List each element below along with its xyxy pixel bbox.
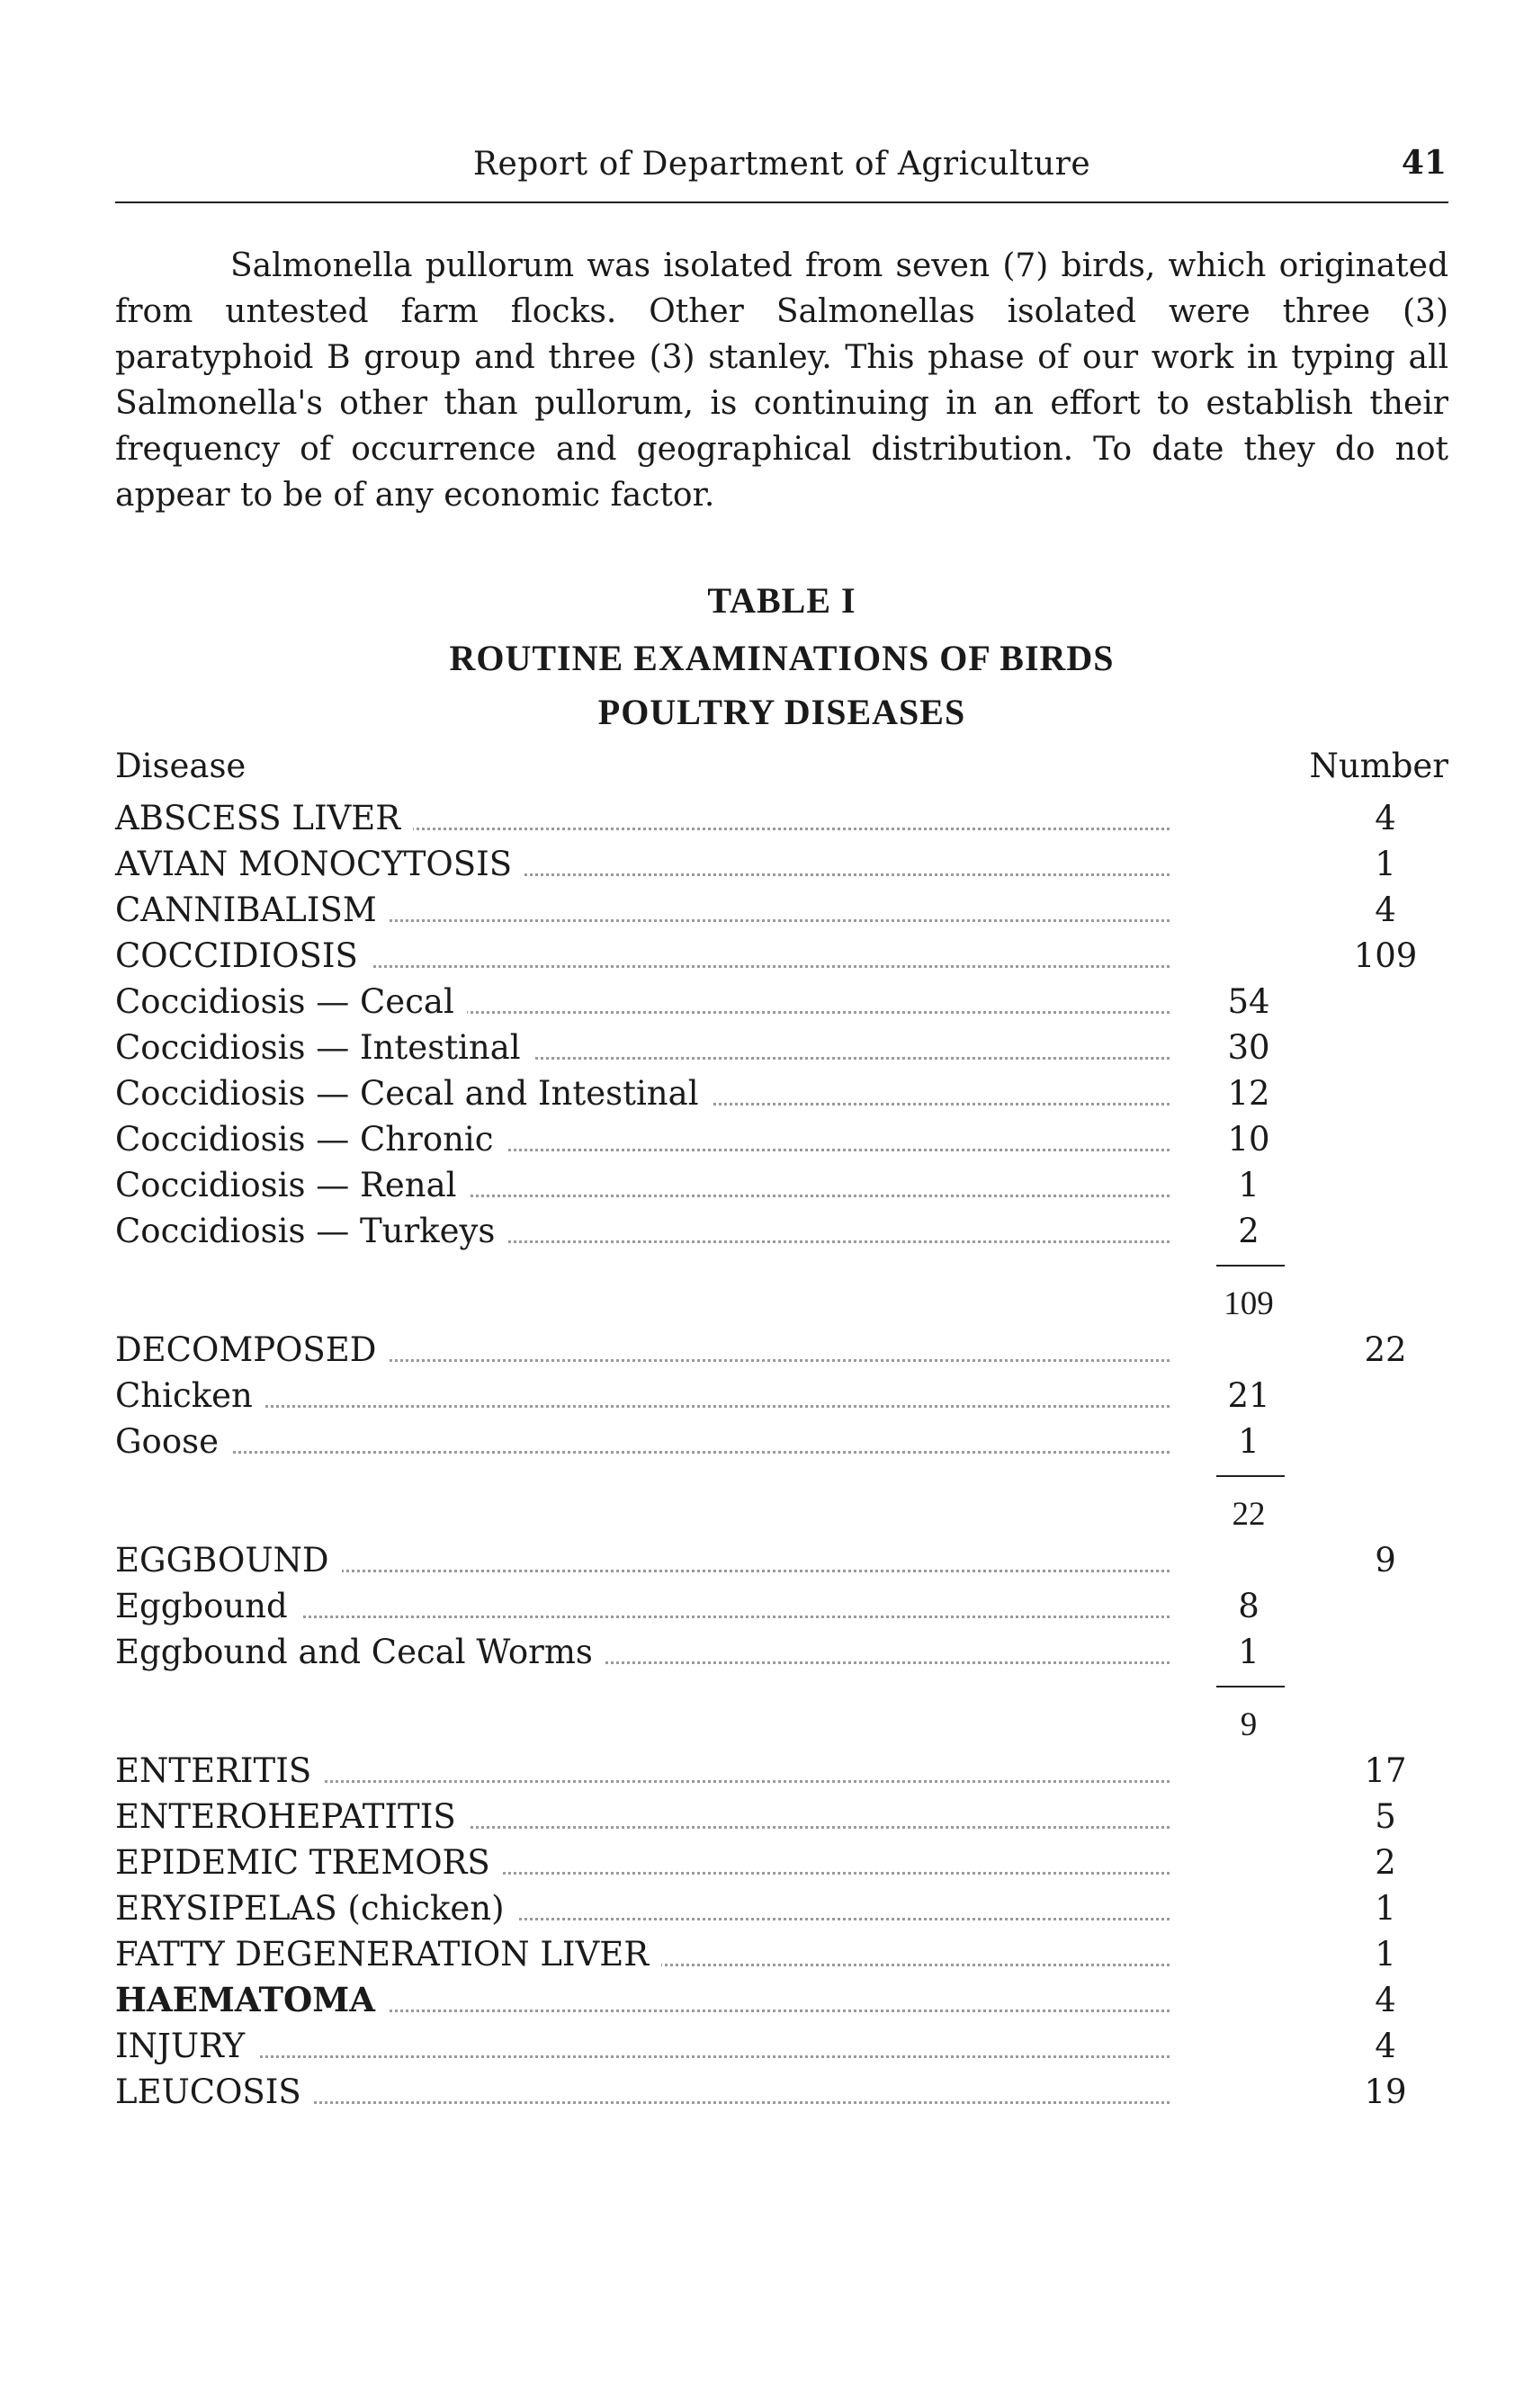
table-title: ROUTINE EXAMINATIONS OF BIRDS	[449, 638, 1115, 678]
table-row	[115, 1327, 1448, 1373]
disease-count: 17	[1364, 1751, 1407, 1790]
column-header-number: Number	[1309, 747, 1448, 785]
table-row	[115, 841, 1448, 887]
table-row	[115, 1208, 1448, 1254]
table-row	[115, 887, 1448, 933]
header-rule	[115, 201, 1448, 203]
disease-name: ERYSIPELAS (chicken)	[115, 1885, 517, 1931]
subtotal-rule	[115, 1675, 1448, 1702]
table-row	[115, 1748, 1448, 1794]
table-row	[115, 1116, 1448, 1162]
page-number: 41	[1401, 144, 1447, 182]
table-row	[115, 795, 1448, 841]
disease-name: COCCIDIOSIS	[115, 933, 371, 979]
sub-count: 21	[1227, 1376, 1270, 1415]
intro-text: Salmonella pullorum was isolated from seven (7) birds, which originated from untested farm flocks. Other Salmonellas isolated were three (3) paratyphoid B group and three (3) stanley. This phase of our work in typing all Salmonella's other than pullorum, is continuing in an effort to establish their frequency of occurrence and geographical distribution. To date they do not appear to be of any economic factor.	[115, 247, 1448, 514]
sub-count: 2	[1238, 1212, 1260, 1250]
table-row	[115, 2023, 1448, 2069]
disease-name: Coccidiosis — Intestinal	[115, 1025, 533, 1070]
disease-name: ENTEROHEPATITIS	[115, 1794, 469, 1840]
disease-count: 9	[1375, 1541, 1396, 1580]
dot-leader	[115, 1405, 1170, 1408]
table-row	[115, 1885, 1448, 1931]
disease-name: INJURY	[115, 2023, 257, 2069]
sub-count: 10	[1227, 1120, 1270, 1159]
disease-name: EPIDEMIC TREMORS	[115, 1840, 503, 1885]
table-row	[115, 1025, 1448, 1070]
disease-name: Eggbound and Cecal Worms	[115, 1629, 605, 1675]
table-row	[115, 1373, 1448, 1419]
running-title: Report of Department of Agriculture	[472, 146, 1091, 183]
table-row	[115, 2069, 1448, 2115]
dot-leader	[115, 2055, 1170, 2058]
disease-count: 19	[1364, 2072, 1407, 2111]
disease-name: AVIAN MONOCYTOSIS	[115, 841, 524, 887]
sub-count: 12	[1227, 1074, 1270, 1113]
table-row	[115, 1931, 1448, 1977]
disease-count: 4	[1375, 891, 1396, 929]
disease-count: 2	[1375, 1843, 1396, 1882]
disease-name: Coccidiosis — Renal	[115, 1162, 469, 1208]
sub-count: 8	[1238, 1587, 1260, 1625]
disease-name: EGGBOUND	[115, 1537, 342, 1583]
table-row	[115, 1419, 1448, 1464]
disease-count: 4	[1375, 1981, 1396, 2019]
sub-count: 1	[1238, 1422, 1260, 1461]
disease-count: 1	[1375, 845, 1396, 883]
disease-name: CANNIBALISM	[115, 887, 390, 933]
table-row	[115, 1840, 1448, 1885]
table-row	[115, 1537, 1448, 1583]
column-header-disease: Disease	[115, 747, 247, 785]
table-label: TABLE I	[707, 580, 856, 621]
disease-table	[115, 795, 1448, 2115]
disease-name: LEUCOSIS	[115, 2069, 314, 2115]
disease-count: 1	[1375, 1889, 1396, 1928]
disease-name: Coccidiosis — Cecal	[115, 979, 467, 1025]
disease-name: DECOMPOSED	[115, 1327, 389, 1373]
subtotal-row	[115, 1702, 1448, 1748]
disease-name: Chicken	[115, 1373, 265, 1419]
disease-name: Goose	[115, 1419, 231, 1464]
subtotal-row	[115, 1491, 1448, 1537]
disease-name: Eggbound	[115, 1583, 300, 1629]
subtotal-value: 22	[1232, 1496, 1266, 1533]
disease-name: ENTERITIS	[115, 1748, 324, 1794]
disease-count: 4	[1375, 2027, 1396, 2065]
subtotal-value: 109	[1224, 1285, 1274, 1322]
disease-name: FATTY DEGENERATION LIVER	[115, 1931, 661, 1977]
sub-count: 1	[1238, 1166, 1260, 1204]
disease-name: ABSCESS LIVER	[115, 795, 413, 841]
table-row	[115, 979, 1448, 1025]
subtotal-row	[115, 1281, 1448, 1327]
disease-count: 109	[1353, 936, 1418, 975]
subtotal-rule	[115, 1254, 1448, 1281]
sub-count: 1	[1238, 1633, 1260, 1671]
document-page	[115, 135, 1448, 2111]
disease-name: HAEMATOMA	[115, 1977, 388, 2023]
table-subtitle: POULTRY DISEASES	[597, 692, 966, 732]
table-row	[115, 1070, 1448, 1116]
page-header	[115, 135, 1448, 200]
table-row	[115, 1162, 1448, 1208]
disease-count: 4	[1375, 799, 1396, 837]
table-row	[115, 1583, 1448, 1629]
table-row	[115, 1794, 1448, 1840]
subtotal-rule	[115, 1464, 1448, 1491]
sub-count: 30	[1227, 1028, 1270, 1067]
disease-name: Coccidiosis — Turkeys	[115, 1208, 507, 1254]
disease-name: Coccidiosis — Cecal and Intestinal	[115, 1070, 712, 1116]
table-row	[115, 1629, 1448, 1675]
table-row	[115, 1977, 1448, 2023]
sub-count: 54	[1227, 982, 1270, 1021]
table-row	[115, 933, 1448, 979]
disease-count: 1	[1375, 1935, 1396, 1974]
intro-paragraph	[115, 243, 1448, 518]
disease-count: 5	[1375, 1797, 1396, 1836]
dot-leader	[115, 1451, 1170, 1454]
disease-name: Coccidiosis — Chronic	[115, 1116, 506, 1162]
subtotal-value: 9	[1240, 1706, 1258, 1743]
disease-count: 22	[1364, 1330, 1407, 1369]
